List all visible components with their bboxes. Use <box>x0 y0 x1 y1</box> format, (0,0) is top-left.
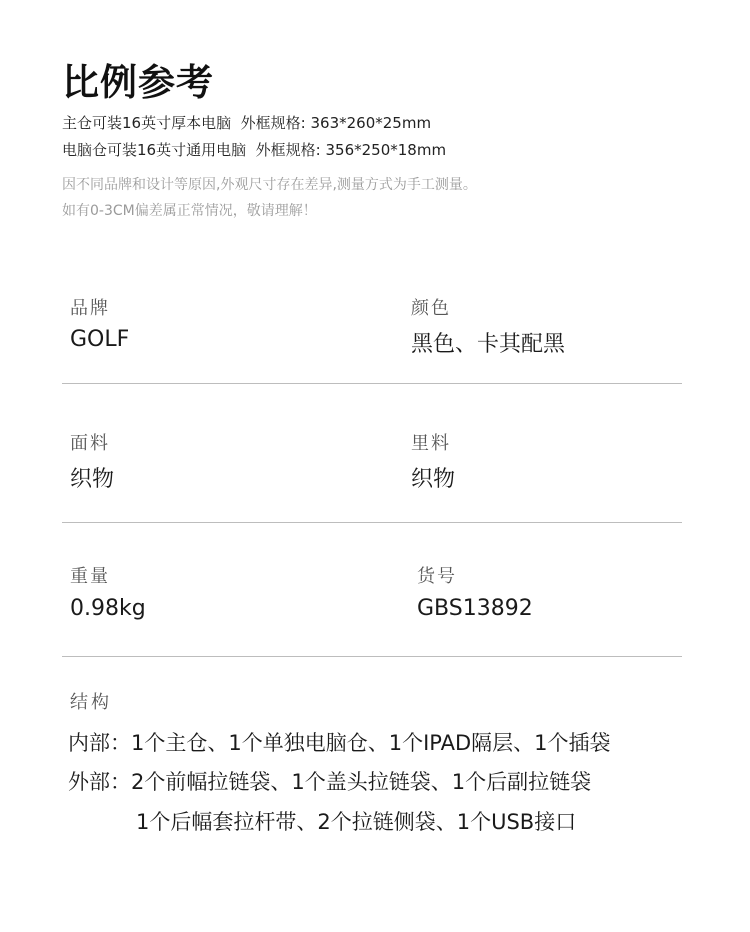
color-value: 黑色、卡其配黑 <box>411 332 566 357</box>
dimension-label: 外框规格: <box>255 141 321 159</box>
measurement-note: 因不同品牌和设计等原因,外观尺寸存在差异,测量方式为手工测量。 <box>62 177 477 193</box>
dimension-value: 356*250*18mm <box>325 141 447 159</box>
brand-value: GOLF <box>70 327 130 352</box>
structure-outer-continued: 1个后幅套拉杆带、2个拉链侧袋、1个USB接口 <box>136 810 577 834</box>
weight-value: 0.98kg <box>70 596 146 621</box>
weight-label: 重量 <box>70 566 110 587</box>
dimension-line-main <box>62 112 431 133</box>
item-number-value: GBS13892 <box>417 596 533 621</box>
dimension-desc: 主仓可装16英寸厚本电脑 <box>62 114 232 132</box>
structure-inner: 内部：1个主仓、1个单独电脑仓、1个IPAD隔层、1个插袋 <box>68 731 611 755</box>
divider <box>62 383 682 384</box>
tolerance-note: 如有0-3CM偏差属正常情况，敬请理解！ <box>62 203 317 219</box>
color-label: 颜色 <box>411 298 451 319</box>
page-title: 比例参考 <box>62 61 214 104</box>
lining-value: 织物 <box>411 467 456 492</box>
divider <box>62 656 682 657</box>
structure-outer: 外部：2个前幅拉链袋、1个盖头拉链袋、1个后副拉链袋 <box>68 770 592 794</box>
dimension-value: 363*260*25mm <box>310 114 432 132</box>
outer-material-label: 面料 <box>70 433 110 454</box>
dimension-label: 外框规格: <box>240 114 306 132</box>
divider <box>62 522 682 523</box>
dimension-line-laptop <box>62 139 446 160</box>
brand-label: 品牌 <box>70 298 110 319</box>
item-number-label: 货号 <box>417 566 457 587</box>
lining-label: 里料 <box>411 433 451 454</box>
outer-material-value: 织物 <box>70 467 115 492</box>
dimension-desc: 电脑仓可装16英寸通用电脑 <box>62 141 247 159</box>
structure-label: 结构 <box>70 692 112 713</box>
